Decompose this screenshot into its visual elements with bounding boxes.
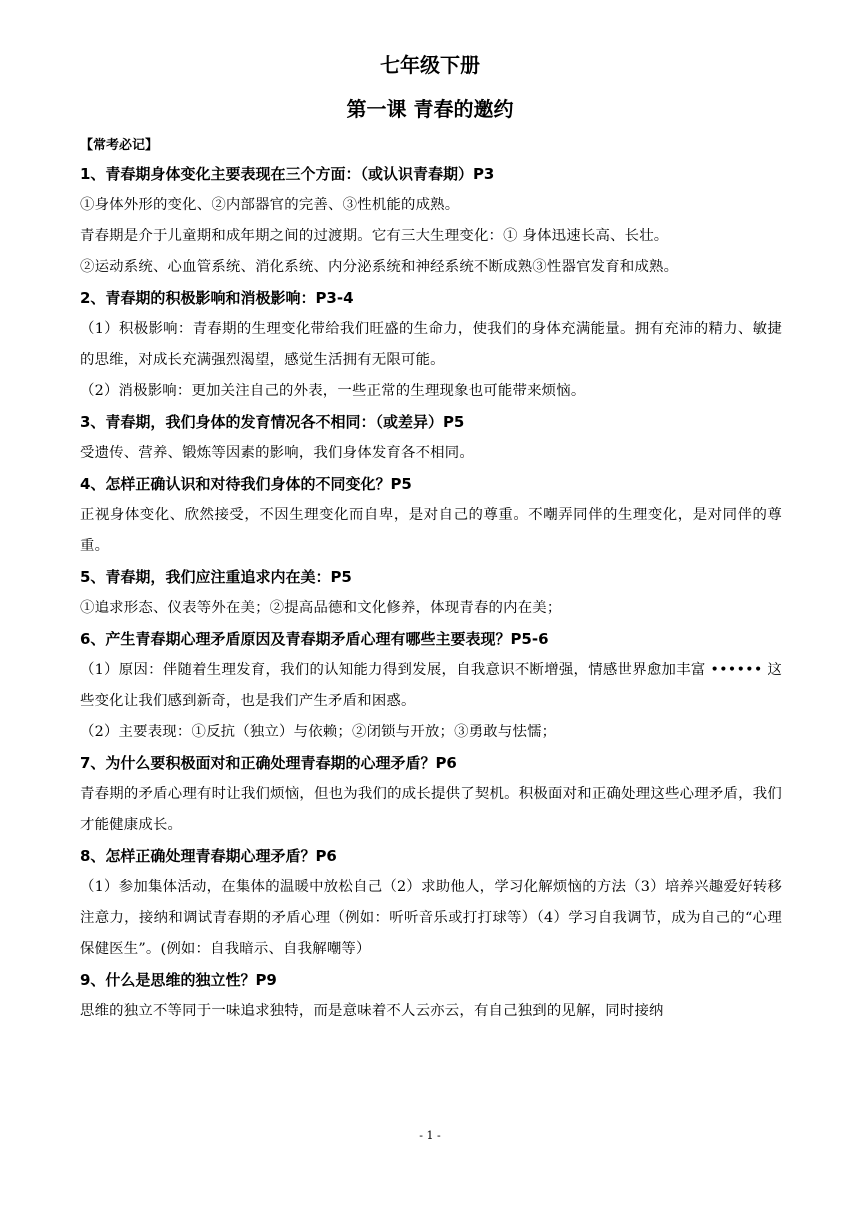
answer-paragraph: ①身体外形的变化、②内部器官的完善、③性机能的成熟。 (80, 197, 460, 213)
answer-paragraph: （1）参加集体活动，在集体的温暖中放松自己（2）求助他人，学习化解烦恼的方法（3）培养兴趣爱好转移注意力，接纳和调试青春期的矛盾心理（例如：听听音乐或打打球等）（4）学习自我调节，成为自己的“心理保健医生”。(例如：自我暗示、自我解嘲等） (80, 879, 782, 957)
answer-paragraph: 青春期的矛盾心理有时让我们烦恼，但也为我们的成长提供了契机。积极面对和正确处理这些心理矛盾，我们才能健康成长。 (80, 786, 782, 833)
answer-paragraph: ①追求形态、仪表等外在美；②提高品德和文化修养，体现青春的内在美； (80, 600, 562, 616)
document-body (80, 137, 782, 1027)
lesson-title: 第一课 青春的邀约 (346, 97, 514, 121)
answer-paragraph: （2）消极影响：更加关注自己的外表，一些正常的生理现象也可能带来烦恼。 (80, 383, 586, 399)
answer-paragraph: （2）主要表现：①反抗（独立）与依赖；②闭锁与开放；③勇敢与怯懦； (80, 724, 557, 740)
question-heading-7: 7、为什么要积极面对和正确处理青春期的心理矛盾？P6 (80, 754, 457, 772)
answer-paragraph: 思维的独立不等同于一味追求独特，而是意味着不人云亦云，有自己独到的见解，同时接纳 (80, 1003, 664, 1019)
page-title: 七年级下册 (380, 53, 480, 77)
answer-paragraph: 正视身体变化、欣然接受，不因生理变化而自卑，是对自己的尊重。不嘲弄同伴的生理变化，是对同伴的尊重。 (80, 507, 782, 554)
answer-paragraph: ②运动系统、心血管系统、消化系统、内分泌系统和神经系统不断成熟③性器官发育和成熟。 (80, 259, 679, 275)
question-heading-9: 9、什么是思维的独立性？P9 (80, 971, 277, 989)
answer-paragraph: 受遗传、营养、锻炼等因素的影响，我们身体发育各不相同。 (80, 445, 474, 461)
answer-paragraph: 青春期是介于儿童期和成年期之间的过渡期。它有三大生理变化：① 身体迅速长高、长壮。 (80, 228, 669, 244)
answer-paragraph: （1）原因：伴随着生理发育，我们的认知能力得到发展，自我意识不断增强，情感世界愈加丰富 •••••• 这些变化让我们感到新奇，也是我们产生矛盾和困惑。 (80, 662, 782, 709)
page-number: - 1 - (419, 1129, 441, 1142)
question-heading-2: 2、青春期的积极影响和消极影响：P3-4 (80, 289, 354, 307)
question-heading-8: 8、怎样正确处理青春期心理矛盾？P6 (80, 847, 337, 865)
question-heading-1: 1、青春期身体变化主要表现在三个方面：（或认识青春期）P3 (80, 165, 495, 183)
question-heading-4: 4、怎样正确认识和对待我们身体的不同变化？P5 (80, 475, 412, 493)
section-tag: 【常考必记】 (80, 138, 159, 153)
question-heading-6: 6、产生青春期心理矛盾原因及青春期矛盾心理有哪些主要表现？P5-6 (80, 630, 549, 648)
question-heading-3: 3、青春期，我们身体的发育情况各不相同：（或差异）P5 (80, 413, 465, 431)
answer-paragraph: （1）积极影响：青春期的生理变化带给我们旺盛的生命力，使我们的身体充满能量。拥有充沛的精力、敏捷的思维，对成长充满强烈渴望，感觉生活拥有无限可能。 (80, 321, 782, 368)
question-heading-5: 5、青春期，我们应注重追求内在美：P5 (80, 568, 352, 586)
